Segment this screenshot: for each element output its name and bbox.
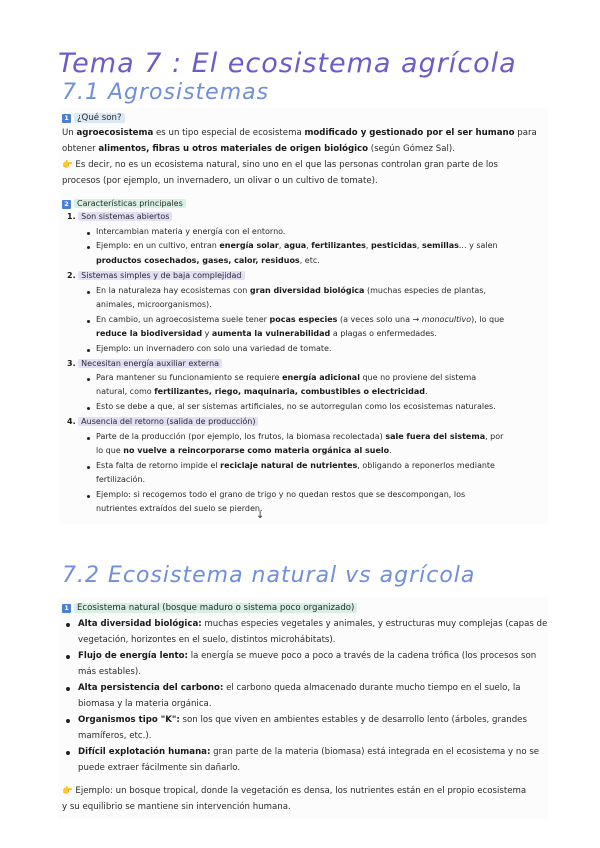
item-1-bullet-2-cont: productos cosechados, gases, calor, residuos, etc.: [96, 256, 320, 265]
natural-bullet-5-cont: puede extraer fácilmente sin dañarlo.: [78, 763, 241, 773]
bullet-icon: [87, 320, 90, 323]
bullet-icon: [66, 687, 70, 691]
item-4-bullet-2: Esta falta de retorno impide el reciclaje natural de nutrientes, obligando a reponerlos mediante: [96, 461, 495, 470]
item-3-bullet-1-cont: natural, como fertilizantes, riego, maquinaria, combustibles o electricidad.: [96, 387, 428, 396]
number-badge-icon: 2: [62, 200, 71, 209]
item-2-bullet-3: Ejemplo: un invernadero con solo una variedad de tomate.: [96, 344, 332, 353]
section-title-1: 7.1 Agrosistemas: [62, 80, 270, 105]
natural-example-line-2: y su equilibrio se mantiene sin intervención humana.: [62, 802, 291, 812]
item-3-bullet-2: Esto se debe a que, al ser sistemas artificiales, no se autorregulan como los ecosistemas naturales.: [96, 402, 496, 411]
item-2-bullet-2: En cambio, un agroecosistema suele tener pocas especies (a veces solo una → monocultivo), lo que: [96, 315, 505, 324]
bullet-icon: [66, 655, 70, 659]
number-badge-icon: 1: [62, 604, 71, 613]
natural-example-line-1: 👉 Ejemplo: un bosque tropical, donde la vegetación es densa, los nutrientes están en el propio ecosistema: [62, 786, 527, 796]
item-4-bullet-2-cont: fertilización.: [96, 475, 146, 484]
item-2-bullet-1-cont: animales, microorganismos).: [96, 300, 212, 309]
bullet-icon: [66, 623, 70, 627]
natural-bullet-4-cont: mamíferos, etc.).: [78, 731, 152, 741]
section-title-2: 7.2 Ecosistema natural vs agrícola: [62, 563, 476, 588]
bullet-icon: [87, 246, 90, 249]
bullet-icon: [66, 751, 70, 755]
definition-line-1: Un agroecosistema es un tipo especial de ecosistema modificado y gestionado por el ser humano para: [62, 128, 537, 138]
note-line-2: procesos (por ejemplo, un invernadero, un olivar o un cultivo de tomate).: [62, 176, 378, 186]
item-2-bullet-2-cont: reduce la biodiversidad y aumenta la vulnerabilidad a plagas o enfermedades.: [96, 329, 437, 338]
item-4-bullet-1-cont: lo que no vuelve a reincorporarse como materia orgánica al suelo.: [96, 446, 392, 455]
bullet-icon: [87, 495, 90, 498]
caracteristicas-heading: 2 Características principales: [62, 197, 186, 212]
note-line-1: 👉 Es decir, no es un ecosistema natural, sino uno en el que las personas controlan gran parte de los: [62, 160, 498, 170]
pointing-hand-icon: 👉: [62, 160, 73, 170]
item-4-title: 4. Ausencia del retorno (salida de producción): [67, 415, 258, 430]
item-1-bullet-1: Intercambian materia y energía con el entorno.: [96, 227, 286, 236]
natural-bullet-2: Flujo de energía lento: la energía se mueve poco a poco a través de la cadena trófica (los procesos son: [78, 651, 537, 661]
bullet-icon: [87, 349, 90, 352]
bullet-icon: [66, 719, 70, 723]
definition-line-2: obtener alimentos, fibras u otros materiales de origen biológico (según Gómez Sal).: [62, 144, 455, 154]
bullet-icon: [87, 437, 90, 440]
bullet-icon: [87, 378, 90, 381]
ecosistema-natural-heading: 1 Ecosistema natural (bosque maduro o sistema poco organizado): [62, 600, 357, 616]
item-2-bullet-1: En la naturaleza hay ecosistemas con gran diversidad biológica (muchas especies de plantas,: [96, 286, 486, 295]
item-4-bullet-3: Ejemplo: si recogemos todo el grano de trigo y no quedan restos que se descompongan, los: [96, 490, 466, 499]
bullet-icon: [87, 232, 90, 235]
natural-bullet-3-cont: biomasa y la materia orgánica.: [78, 699, 212, 709]
page-title: Tema 7 : El ecosistema agrícola: [58, 48, 517, 79]
bullet-icon: [87, 291, 90, 294]
item-3-title: 3. Necesitan energía auxiliar externa: [67, 357, 222, 372]
number-badge-icon: 1: [62, 114, 71, 123]
natural-bullet-1: Alta diversidad biológica: muchas especies vegetales y animales, y estructuras muy complejas (capas de: [78, 619, 548, 629]
item-2-title: 2. Sistemas simples y de baja complejidad: [67, 269, 245, 284]
que-son-heading: 1 ¿Qué son?: [62, 110, 125, 126]
natural-bullet-3: Alta persistencia del carbono: el carbono queda almacenado durante mucho tiempo en el suelo, la: [78, 683, 521, 693]
natural-bullet-1-cont: vegetación, horizontes en el suelo, distintos microhábitats).: [78, 635, 336, 645]
scroll-down-icon[interactable]: ↓: [256, 510, 265, 521]
item-4-bullet-1: Parte de la producción (por ejemplo, los frutos, la biomasa recolectada) sale fuera del sistema, por: [96, 432, 504, 441]
natural-bullet-4: Organismos tipo "K": son los que viven en ambientes estables y de desarrollo lento (árboles, grandes: [78, 715, 527, 725]
pointing-hand-icon: 👉: [62, 786, 73, 796]
natural-bullet-5: Difícil explotación humana: gran parte de la materia (biomasa) está integrada en el ecosistema y no se: [78, 747, 540, 757]
bullet-icon: [87, 466, 90, 469]
item-1-bullet-2: Ejemplo: en un cultivo, entran energía solar, agua, fertilizantes, pesticidas, semillas... y salen: [96, 241, 498, 250]
bullet-icon: [87, 407, 90, 410]
item-3-bullet-1: Para mantener su funcionamiento se requiere energía adicional que no proviene del sistema: [96, 373, 477, 382]
item-1-title: 1. Son sistemas abiertos: [67, 210, 172, 225]
natural-bullet-2-cont: más estables).: [78, 667, 141, 677]
item-4-bullet-3-cont: nutrientes extraídos del suelo se pierden.: [96, 504, 263, 513]
